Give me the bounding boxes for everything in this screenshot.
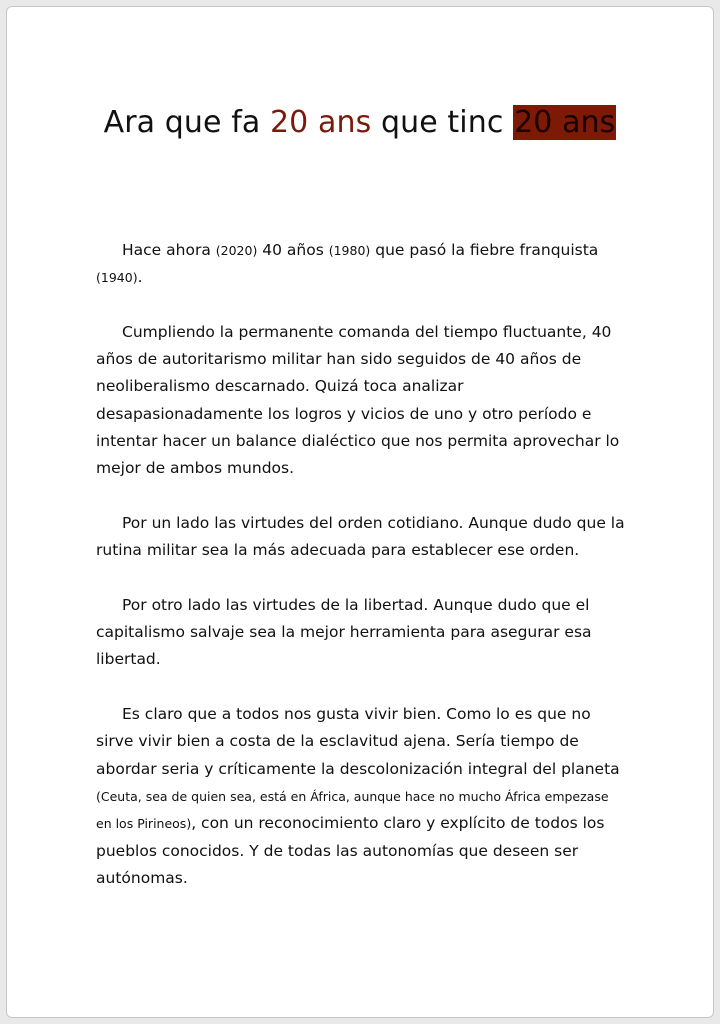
p5-parenthetical: (Ceuta, sea de quien sea, está en África, aunque hace no mucho África empezase en los Pirineos) [96,788,609,832]
p1-text-e: que pasó la fiebre franquista [370,241,599,259]
title-red-text: 20 ans [270,105,372,140]
p5-text-a: Es claro que a todos nos gusta vivir bien. Como lo es que no sirve vivir bien a costa de la esclavitud ajena. Sería tiempo de abordar seria y críticamente la descolonización integral del planeta [96,705,620,778]
title-part-3: que tinc [371,105,514,140]
paragraph-5 [96,701,626,892]
p1-text-a: Hace ahora [122,241,216,259]
article-body [96,237,626,919]
p1-year-1940: (1940) [96,270,138,286]
p1-text-c: 40 años [257,241,329,259]
title-part-1: Ara que fa [103,105,270,140]
p5-text-c: , con un reconocimiento claro y explícito de todos los pueblos conocidos. Y de todas las autonomías que deseen ser autónomas. [96,814,605,887]
p1-year-1980: (1980) [328,243,371,258]
paragraph-2: Cumpliendo la permanente comanda del tiempo fluctuante, 40 años de autoritarismo militar han sido seguidos de 40 años de neoliberalismo descarnado. Quizá toca analizar desapasionadamente los logros y vicios de uno y otro período e intentar hacer un balance dialéctico que nos permita aprovechar lo mejor de ambos mundos. [96,322,620,478]
paragraph-4: Por otro lado las virtudes de la libertad. Aunque dudo que el capitalismo salvaje sea la mejor herramienta para asegurar esa libertad. [96,595,592,669]
document-page [6,6,714,1018]
p1-year-2020: (2020) [215,243,258,258]
title-highlighted-text: 20 ans [514,105,616,140]
p1-text-g: . [137,268,143,287]
paragraph-1 [96,237,626,292]
page-title [7,95,713,151]
paragraph-3: Por un lado las virtudes del orden cotidiano. Aunque dudo que la rutina militar sea la más adecuada para establecer ese orden. [96,513,625,560]
